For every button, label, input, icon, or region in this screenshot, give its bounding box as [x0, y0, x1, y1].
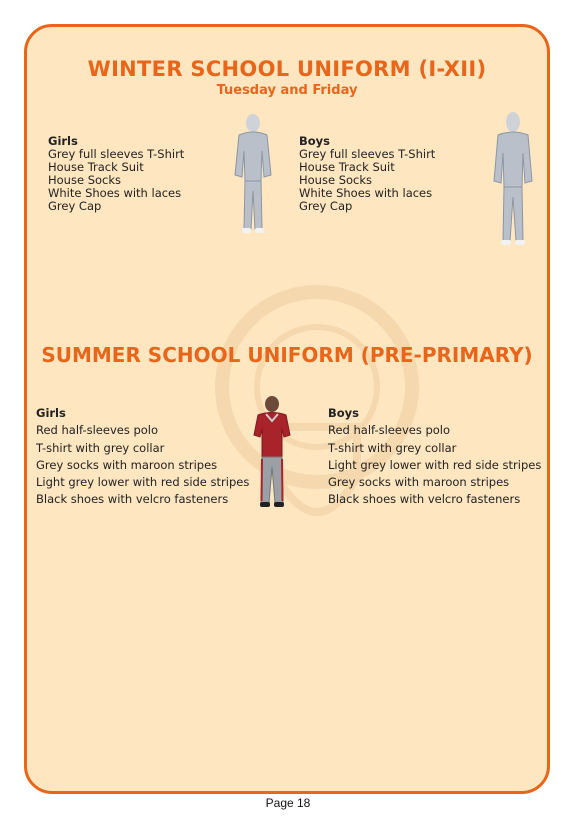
list-item: Black shoes with velcro fasteners [328, 492, 521, 507]
list-item: T-shirt with grey collar [36, 440, 165, 455]
list-item: T-shirt with grey collar [328, 440, 457, 455]
summer-boys-list [328, 405, 541, 509]
summer-boys-heading: Boys [328, 406, 360, 420]
list-item: House Track Suit [299, 160, 395, 174]
winter-girls-heading: Girls [48, 134, 78, 148]
list-item: Grey full sleeves T-Shirt [299, 147, 436, 161]
list-item: House Socks [299, 173, 373, 187]
list-item: Red half-sleeves polo [328, 423, 451, 438]
winter-uniform-days: Tuesday and Friday [216, 83, 358, 98]
list-item: Grey Cap [48, 199, 102, 213]
list-item: Light grey lower with red side stripes [36, 475, 250, 490]
winter-uniform-title: WINTER SCHOOL UNIFORM (I-XII) [87, 57, 487, 81]
list-item: Grey full sleeves T-Shirt [48, 147, 185, 161]
list-item: White Shoes with laces [48, 186, 182, 200]
winter-girl-uniform-photo [231, 111, 275, 237]
winter-girls-list [48, 135, 184, 213]
list-item: Grey Cap [299, 199, 353, 213]
summer-girls-heading: Girls [36, 406, 66, 420]
list-item: Red half-sleeves polo [36, 423, 159, 438]
list-item: House Socks [48, 173, 122, 187]
summer-girls-list [36, 405, 249, 509]
list-item: House Track Suit [48, 160, 144, 174]
summer-uniform-photo [252, 393, 292, 513]
list-item: White Shoes with laces [299, 186, 433, 200]
summer-uniform-title: SUMMER SCHOOL UNIFORM (PRE-PRIMARY) [41, 343, 533, 367]
page-number: Page 18 [265, 796, 311, 810]
winter-boys-heading: Boys [299, 134, 331, 148]
list-item: Grey socks with maroon stripes [328, 475, 510, 490]
uniform-page-card [24, 24, 550, 794]
list-item: Black shoes with velcro fasteners [36, 492, 229, 507]
winter-boy-uniform-photo [491, 109, 535, 249]
winter-boys-list [299, 135, 435, 213]
list-item: Grey socks with maroon stripes [36, 457, 218, 472]
list-item: Light grey lower with red side stripes [328, 457, 542, 472]
